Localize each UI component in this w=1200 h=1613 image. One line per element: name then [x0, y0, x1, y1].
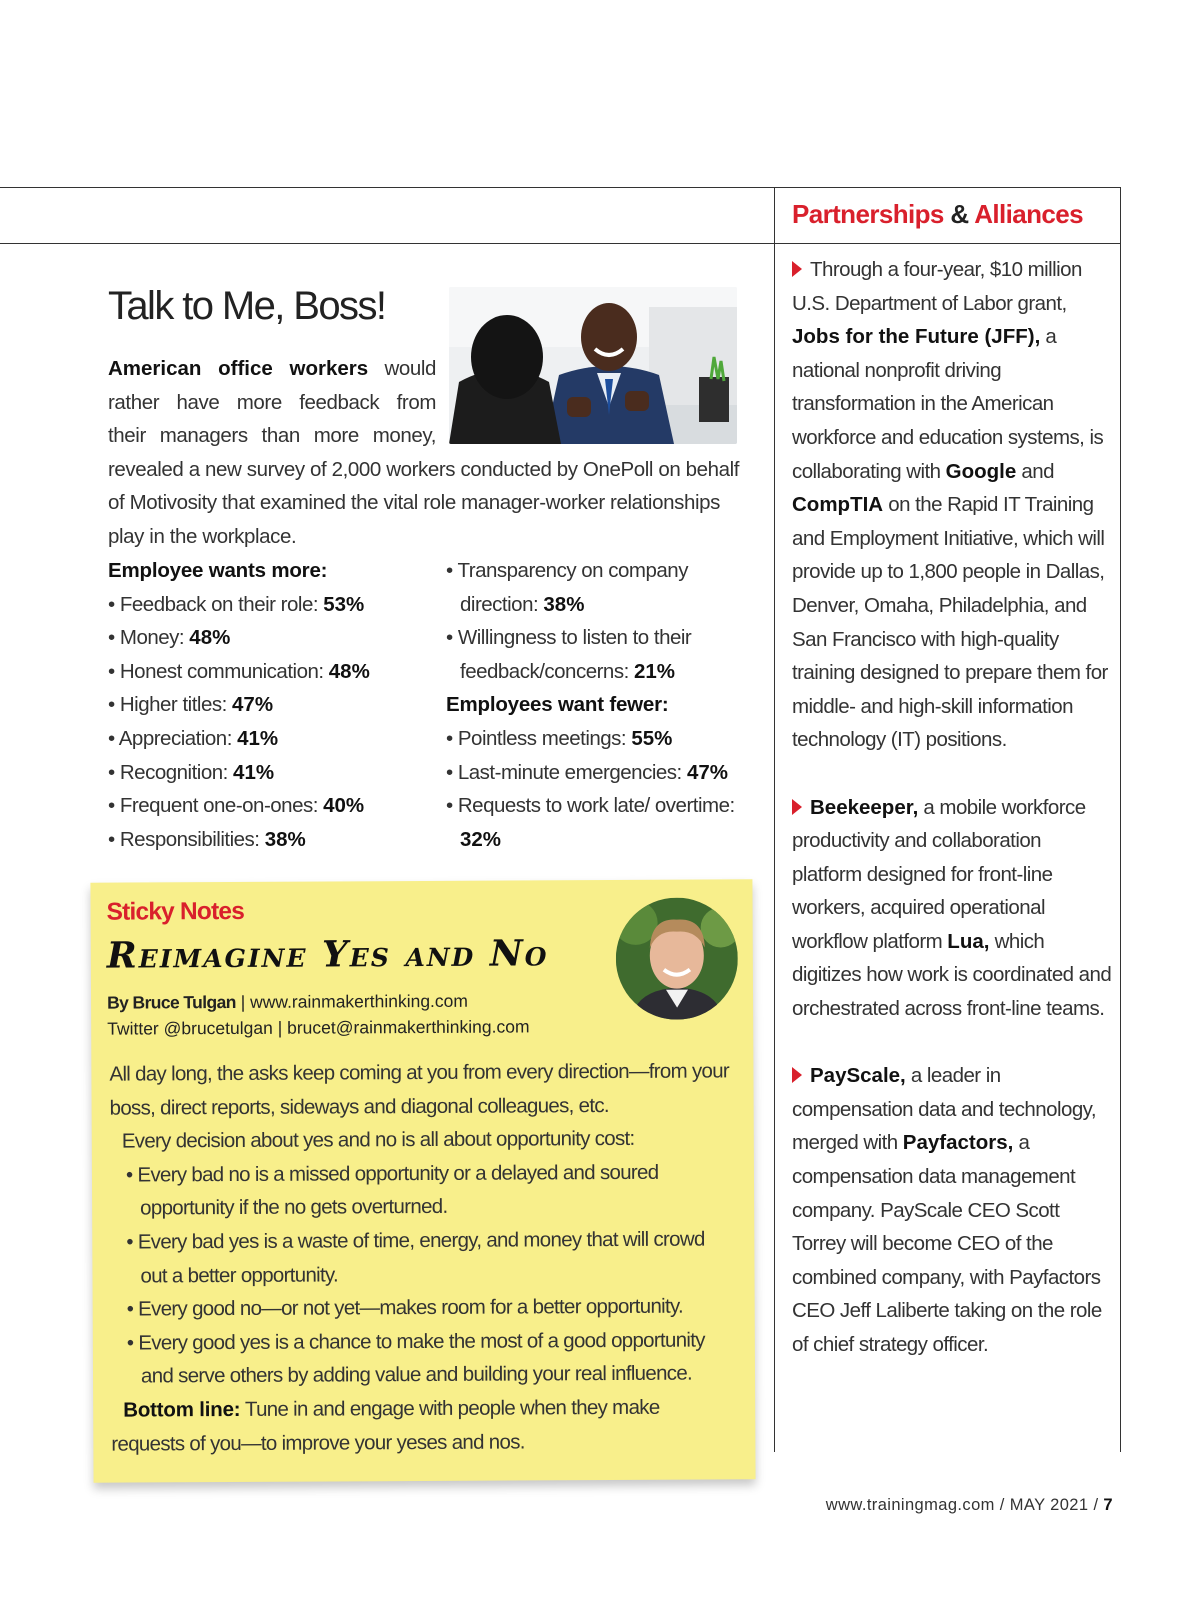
page-number: 7 — [1103, 1496, 1113, 1514]
top-rule — [0, 187, 1121, 188]
byline — [107, 987, 530, 1041]
wants-fewer-heading: Employees want fewer: — [446, 693, 669, 717]
triangle-bullet-icon — [792, 799, 802, 815]
list-item: • Recognition: 41% — [108, 756, 438, 790]
sticky-body — [109, 1054, 731, 1460]
list-item: • Money: 48% — [108, 621, 438, 655]
list-item: • Honest communication: 48% — [108, 655, 438, 689]
list-item: • Willingness to listen to their feedback/concerns: 21% — [446, 621, 751, 688]
section-heading — [792, 199, 1083, 230]
list-item: • Every good no—or not yet—makes room for a better opportunity. — [111, 1290, 731, 1327]
sticky-title: Reimagine Yes and No — [106, 932, 549, 977]
page-footer — [826, 1496, 1113, 1515]
intro-line3: their managers than more money, — [108, 424, 436, 448]
intro-line1: would — [368, 357, 437, 380]
bottom-line — [111, 1390, 731, 1460]
list-item: • Every good yes is a chance to make the most of a good opportunity and serve others by adding value and building your real influence. — [111, 1323, 731, 1393]
list-item: • Responsibilities: 38% — [108, 823, 438, 857]
article-title: Talk to Me, Boss! — [108, 284, 386, 328]
article-intro — [108, 352, 758, 554]
column-divider — [774, 187, 775, 1452]
triangle-bullet-icon — [792, 261, 802, 277]
bottom-line-text: Tune in and engage with people when they make requests of you—to improve your yeses and nos. — [111, 1395, 660, 1456]
list-item: • Pointless meetings: 55% — [446, 722, 751, 756]
byline-contact: Twitter @brucetulgan | brucet@rainmakerthinking.com — [107, 1016, 530, 1039]
sticky-para2: Every decision about yes and no is all about opportunity cost: — [121, 1127, 635, 1153]
list-item: • Frequent one-on-ones: 40% — [108, 789, 438, 823]
partnerships-sidebar — [792, 253, 1112, 1395]
wants-more-list — [108, 554, 438, 856]
byline-website: | www.rainmakerthinking.com — [235, 990, 468, 1012]
section-heading-part2: Alliances — [974, 199, 1084, 229]
sidebar-item-jff: Through a four-year, $10 million U.S. Department of Labor grant, Jobs for the Future (JFF), a national nonprofit driving transformation in the American workforce and education systems, is collaborating with Google and CompTIA on the Rapid IT Training and Employment Initiative, which will provide up to 1,800 people in Dallas, Denver, Omaha, Philadelphia, and San Francisco with high-quality training designed to prepare them for middle- and high-skill information technology (IT) positions. — [792, 258, 1108, 752]
byline-author: By Bruce Tulgan — [107, 991, 236, 1013]
footer-site: www.trainingmag.com / MAY 2021 / — [825, 1496, 1104, 1514]
sticky-note — [90, 879, 755, 1482]
sidebar-item-payscale: PayScale, a leader in compensation data and technology, merged with Payfactors, a compensation data management company. PayScale CEO Scott Torrey will become CEO of the combined company, with Payfactors CEO Jeff Laliberte taking on the role of chief strategy officer. — [792, 1064, 1102, 1356]
list-item: • Every bad yes is a waste of time, energy, and money that will crowd out a better opportunity. — [110, 1222, 730, 1292]
list-item: • Feedback on their role: 53% — [108, 588, 438, 622]
sticky-label: Sticky Notes — [106, 897, 245, 926]
list-item: • Requests to work late/ overtime: 32% — [446, 789, 751, 856]
section-heading-amp: & — [950, 199, 969, 229]
intro-bold: American office workers — [108, 357, 369, 380]
list-item: • Transparency on company direction: 38% — [446, 554, 751, 621]
intro-wrapped-lines — [108, 352, 436, 453]
wants-more-heading: Employee wants more: — [108, 559, 328, 582]
list-item: • Last-minute emergencies: 47% — [446, 756, 751, 790]
sticky-para1: All day long, the asks keep coming at you from every direction—from your boss, direct reports, sideways and diagonal colleagues, etc. — [109, 1059, 730, 1120]
triangle-bullet-icon — [792, 1067, 802, 1083]
section-heading-part1: Partnerships — [792, 199, 944, 229]
list-item: • Appreciation: 41% — [108, 722, 438, 756]
intro-rest: revealed a new survey of 2,000 workers conducted by OnePoll on behalf of Motivosity that examined the vital role manager-worker relationships play in the workplace. — [108, 457, 740, 548]
wants-more-list-continued — [446, 554, 751, 856]
header-rule — [0, 243, 1121, 244]
intro-line2: rather have more feedback from — [108, 390, 436, 414]
sidebar-item-beekeeper: Beekeeper, a mobile workforce productivity and collaboration platform designed for front-line workers, acquired operational workflow platform Lua, which digitizes how work is coordinated and orchestrated across front-line teams. — [792, 795, 1112, 1021]
avatar — [616, 897, 739, 1020]
bottom-line-label: Bottom line: — [123, 1397, 241, 1422]
list-item: • Higher titles: 47% — [108, 688, 438, 722]
list-item: • Every bad no is a missed opportunity or a delayed and soured opportunity if the no gets overturned. — [110, 1155, 730, 1225]
sidebar-right-border — [1120, 187, 1121, 1452]
